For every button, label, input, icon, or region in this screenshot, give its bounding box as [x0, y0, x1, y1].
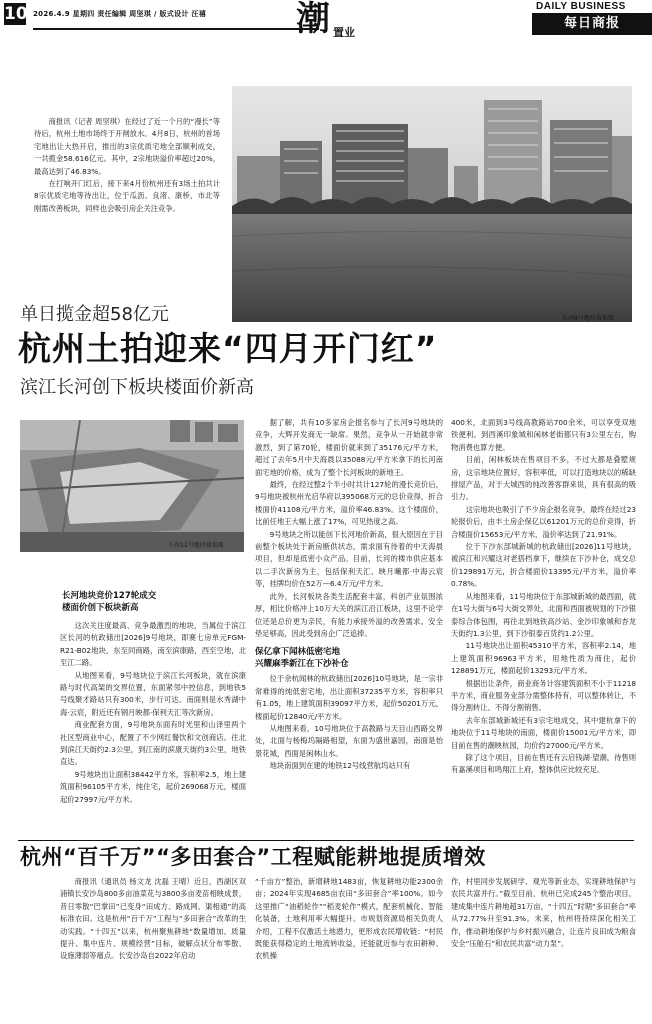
col3-paragraph: 这宗地块也吸引了不少房企报名竞争，最终在经过23轮报价后，由丰土房企保亿以61201万元的总价竞得，折合楼面价15653元/平方米，溢价率达到了21.91%。	[451, 504, 636, 539]
col3-paragraph: 从地图来看，11号地块位于东部城新城的最西面，就在1号大街与6号大街交界处，北面和西面被规划的下沙银泰综合体包围，再往北到地铁高沙站、金沙印象城和杏龙天街约1.3公里，到下沙银泰百货约1.2公里。	[451, 591, 636, 638]
col2-paragraph: 最终，在经过整2个半小时共计127轮的漫长竞价后，9号地块被杭州光启华府以395068万元的总价竞得，折合楼面价41108元/平方米，溢价率46.83%。这个楼面价，比前任地王大幅上涨了17%，可见热度之高。	[255, 480, 443, 527]
bottom-paragraph: 作，村里同步发展研学、观光等新业态，实现耕地保护与农民共富并行。”截至目前，杭州已完成245个整治项目，建成集中连片耕地超31万亩，“十四五”时期“多田套合”率从72.77%升至91.3%。未来，杭州将持续深化相关工作，推动耕地保护与乡村振兴融合，让连片良田成为粮食安全“压舱石”和农民共富“动力泵”。	[451, 877, 636, 949]
bottom-col1-body	[60, 876, 246, 963]
col2-paragraph: 据了解，共有10多家房企报名参与了长河9号地块的竞争，大辉开发商无一缺席。果然，竞争从一开始就非常激烈，到了第70轮，楼面价就来到了35176元/平方米，超过了去年5月中天海晨以35088元/平方米拿下的长河南面宅地的价格，成为了整个长河板块的新地王。	[255, 418, 443, 477]
section-mark: 潮	[296, 0, 330, 39]
col1-subtitle-line1: 长河地块竞价127轮成交	[62, 591, 157, 601]
col2-subtitle-line1: 保亿拿下闻林低密宅地	[255, 647, 341, 658]
plot11-photo	[20, 420, 244, 552]
plot11-photo-caption: 下沙11号地块效果图	[168, 542, 224, 549]
lead-paragraph: 商报讯（记者 周坚琪）在经过了近一个月的“漫长”等待后，杭州土地市场终于开闸放水。4月8日，杭州的首场宅地出让大热开启，推出的3宗优质宅地全部顺利成交，一共揽金58.616亿元。其中，2宗地块溢价率超过20%，最高达到了46.83%。	[34, 117, 220, 176]
col2-paragraph: 此外，长河板块各类生活配套丰富，科创产业氛围浓厚，相比价格冲上10万大关的滨江沿江板块，这里不论学位还是总价更为亲民，有能力承接外溢的改善需求。安全垫足够高，因此受到房企广泛追捧。	[255, 591, 443, 638]
col1-subtitle	[62, 590, 156, 614]
main-headline: 杭州土拍迎来“四月开门红”	[18, 329, 438, 368]
col3-paragraph: 目前，闲林板块在售项目不多，不过大都是叠墅规房，这宗地块位置好，容积率低，可以打造地块以的稀缺排屋产品，对于大城西的纯改善客群来说，具有很高的吸引力。	[451, 455, 636, 502]
col2-paragraph: 位于余杭闻林的杭政储出[2026]10号地块，是一宗非常难得的纯低密宅地，出让面积37235平方米，容积率只有1.05，地上建筑面积39097平方米，起价50201万元，楼面起价12840元/平方米。	[255, 674, 443, 721]
col2-body	[255, 417, 443, 773]
issue-meta: 2026.4.9 星期四 责任编辑 周坚琪 / 版式设计 汪禧	[33, 10, 207, 18]
bottom-headline: 杭州“百千万”“多田套合”工程赋能耕地提质增效	[20, 845, 486, 869]
lead-photo	[232, 86, 632, 322]
col2-subtitle-line2: 兴耀麻季新江在下沙补仓	[255, 659, 349, 670]
col3-paragraph: 位于下沙东部城新城的杭政储出[2026]11号地块，被滨江和兴耀这对老搭档拿下，继续在下沙补仓，成交总价129891万元，折合楼面价13395元/平方米，溢价率0.78%。	[451, 542, 636, 589]
lead-photo-illustration	[232, 86, 632, 322]
col2-paragraph: 地块南面到在建的地铁12号线营航坞站只有	[269, 761, 411, 771]
col3-paragraph: 400米，北面到3号线高教路站700余米，可以享受双地铁便利。到西溪印象城和闲林老街都只有3公里左右，购物消费也算方便。	[451, 418, 636, 452]
kicker: 单日揽金超58亿元	[20, 304, 169, 325]
header-rule	[33, 28, 319, 30]
col1-body	[60, 620, 246, 806]
bottom-rule	[18, 840, 634, 841]
section-name: 置业	[333, 26, 355, 39]
col2-paragraph: 9号地块之所以能创下长河地价新高，很大原因在于目前整个板块处于新房断供状态，需求面有待着的中天海晨项目，但却是低密小众产品。目前，长河的楼市供应基本以二手次新房为主，包括保利天汇、映月曦都·中海云宸等，挂牌均价在52万—6.4万元/平方米。	[255, 529, 443, 589]
col3-paragraph: 11号地块出让面积45310平方米，容积率2.14，地上建筑面积96963平方米，用地性质为商住，起价128891万元，楼面起价13293元/平方米。	[451, 641, 636, 676]
bottom-col2-body	[255, 876, 443, 963]
col1-paragraph: 这次关注度最高、竞争最激烈的地块，当属位于滨江区长河的杭政储出[2026]9号地块，即赛七房单元FGM-R21-B02地块，东至同商路，南至滨康路，西至空地，北至江二路。	[60, 621, 246, 668]
lead-intro	[34, 116, 220, 215]
col1-subtitle-line2: 楼面价创下板块新高	[62, 603, 139, 613]
plot11-illustration	[20, 420, 244, 552]
col3-body	[451, 417, 636, 777]
brand-logo: 每日商报	[532, 13, 652, 35]
col3-paragraph: 根据出让条件，商业商务计容建筑面积不小于11218平方米，商业服务业部分需整体持有，可以整体转让，不得分割转让、不得分割销售。	[451, 678, 636, 713]
subheadline: 滨江长河创下板块楼面价新高	[20, 377, 254, 398]
bottom-paragraph: “千亩方”整治，新增耕地1483亩，恢复耕地功能2300余亩；2024年实现4685亩农田“多田套合”率100%。如今这里推广“油稻轮作”“稻麦轮作”模式，配套机械化、智能化装备，土地利用率大幅提升。市规划资源局相关负责人介绍，工程不仅激活土地潜力，更形成农民增收链：“村民既能获得稳定的土地流转收益，还能就近参与农田耕种、农机操	[255, 877, 443, 961]
col1-paragraph: 从地图来看，9号地块位于滨江长河板块，就在滨康路与时代高架的交界位置，东面紧邻中控信息，到地铁5号线聚才路站只有300米，步行可达。南面则是水秀湖中海·云宸，附近还有钢月映都·保利天汇等次新房。	[60, 670, 246, 717]
col2-paragraph: 从地图来看，10号地块位于高教路与天目山西路交界处，北面与杨梅坞隔路相望，东面为盛世嘉园，南面是怡景花城，西面是闲林山水。	[255, 723, 443, 758]
bottom-col3-body	[451, 876, 636, 950]
bottom-paragraph: 商报讯（通讯员 杨文龙 沈磊 王晴）近日，西湖区双浦镇长安沙岛800多亩油菜花与3800多亩麦苗相映成景，昔日零散“巴掌田”已变身“田成方、路成网、渠相通”的高标准农田。这是杭州“百千万”工程与“多田套合”改革的生动实践。“十四五”以来，杭州聚焦耕地“数量增加、质量提升、集中连片、规模经营”目标，破解点状分布零散、设施薄弱等痛点。长安沙岛自2022年启动	[60, 877, 246, 961]
col1-paragraph: 商业配套方面，9号地块东面有时光里和山泽里两个社区型商业中心，配置了不少网红餐饮和文创商店。往北到滨江天街约2.3公里，到江南的滨康天街约3公里，地铁直达。	[60, 720, 246, 767]
col3-paragraph: 除了这个项目，目前在售还有云启钱湖·望潮，待售则有嘉溪项目和鸣翔江上府，整体供应比较充足。	[451, 752, 636, 775]
col3-paragraph: 去年东部城新城还有3宗宅地成交，其中建杭拿下的地块位于11号地块的南面，楼面价15001元/平方米，即目前在售的潮映杭园，均价约27000元/平方米。	[451, 715, 636, 750]
lead-paragraph: 在打响开门红后，接下来4月份杭州还有3场土拍共计8宗优质宅地等待出让，位于瓜沥、良渚、康桥、市北等刚需改善板块，同样也会吸引房企关注竞争。	[34, 179, 220, 213]
lead-photo-caption: 长河9号地块效果图	[562, 315, 614, 322]
page-number: 10	[4, 4, 28, 24]
col1-paragraph: 9号地块出让面积38442平方米，容积率2.5，地上建筑面积96105平方米，纯住宅，起价269068万元，楼面起价27997元/平方米。	[60, 769, 246, 804]
daily-business-label: DAILY BUSINESS	[536, 1, 626, 12]
